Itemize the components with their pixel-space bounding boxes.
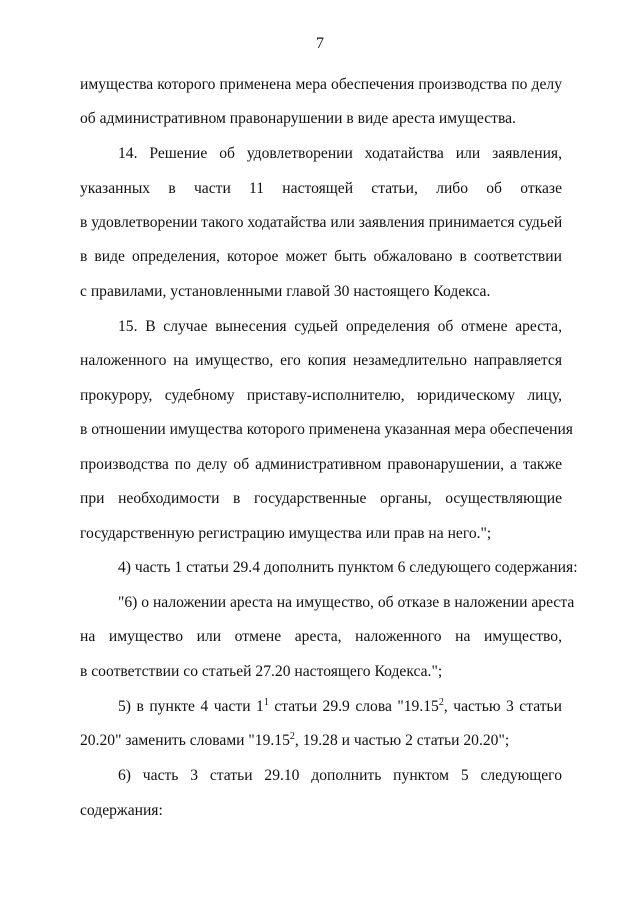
text-line: указанных в части 11 настоящей статьи, либо об отказе bbox=[80, 180, 562, 197]
paragraph-14-start: 14. Решение об удовлетворении ходатайства или заявления, bbox=[118, 145, 562, 162]
text-line: государственную регистрацию имущества или прав на него."; bbox=[80, 525, 492, 542]
text-line: с правилами, установленными главой 30 настоящего Кодекса. bbox=[80, 283, 491, 300]
quoted-item-6-start: "6) о наложении ареста на имущество, об отказе в наложении ареста bbox=[118, 594, 575, 611]
text-line: содержания: bbox=[80, 802, 163, 819]
text-line: производства по делу об административном правонарушении, а также bbox=[80, 456, 562, 473]
item-5-text-b: статьи 29.9 слова "19.15 bbox=[268, 698, 439, 715]
superscript: 1 bbox=[263, 697, 269, 708]
text-line: в соответствии со статьей 27.20 настоящего Кодекса."; bbox=[80, 663, 443, 680]
item-5-line bbox=[118, 697, 562, 717]
text-line: в виде определения, которое может быть обжаловано в соответствии bbox=[80, 248, 562, 265]
line-20-text-b: , 19.28 и частью 2 статьи 20.20"; bbox=[294, 732, 510, 749]
text-line bbox=[80, 731, 562, 751]
text-line: имущества которого применена мера обеспечения производства по делу bbox=[80, 76, 562, 93]
superscript: 2 bbox=[289, 731, 295, 742]
text-line: при необходимости в государственные органы, осуществляющие bbox=[80, 490, 562, 507]
text-line: в отношении имущества которого применена указанная мера обеспечения bbox=[80, 421, 573, 438]
text-line: прокурору, судебному приставу-исполнителю, юридическому лицу, bbox=[80, 387, 562, 404]
text-line: об административном правонарушении в виде ареста имущества. bbox=[80, 110, 516, 127]
item-5-text-a: 5) в пункте 4 части 1 bbox=[118, 698, 264, 715]
item-5-text-c: , частью 3 статьи bbox=[443, 698, 562, 715]
superscript: 2 bbox=[438, 697, 444, 708]
line-20-text-a: 20.20" заменить словами "19.15 bbox=[80, 732, 290, 749]
text-line: в удовлетворении такого ходатайства или заявления принимается судьей bbox=[80, 214, 563, 231]
item-4-line: 4) часть 1 статьи 29.4 дополнить пунктом 6 следующего содержания: bbox=[118, 559, 578, 576]
paragraph-15-start: 15. В случае вынесения судьей определения об отмене ареста, bbox=[118, 318, 562, 335]
item-6-line: 6) часть 3 статьи 29.10 дополнить пунктом 5 следующего bbox=[118, 767, 562, 784]
text-line: наложенного на имущество, его копия незамедлительно направляется bbox=[80, 352, 562, 369]
text-line: на имущество или отмене ареста, наложенного на имущество, bbox=[80, 628, 562, 645]
page-number: 7 bbox=[316, 35, 324, 52]
